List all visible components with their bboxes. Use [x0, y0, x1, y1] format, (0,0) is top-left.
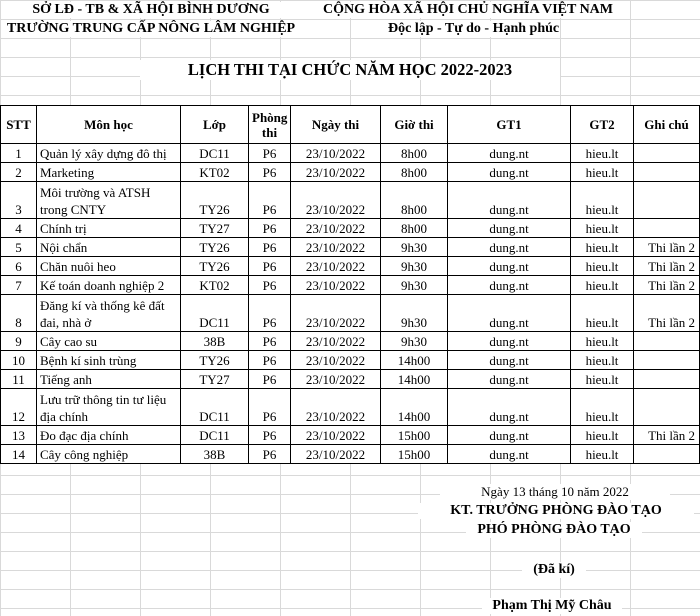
cell-room: P6	[249, 426, 291, 445]
cell-room: P6	[249, 219, 291, 238]
cell-note	[634, 332, 700, 351]
cell-room: P6	[249, 370, 291, 389]
cell-gt1: dung.nt	[448, 219, 571, 238]
table-row	[1, 257, 700, 276]
cell-class: KT02	[181, 163, 249, 182]
cell-stt: 9	[1, 332, 37, 351]
cell-note: Thi lần 2	[634, 295, 700, 332]
cell-time: 8h00	[381, 219, 448, 238]
cell-date: 23/10/2022	[291, 370, 381, 389]
cell-note	[634, 370, 700, 389]
cell-date: 23/10/2022	[291, 219, 381, 238]
cell-gt1: dung.nt	[448, 257, 571, 276]
column-header-time: Giờ thi	[381, 106, 448, 144]
cell-class: DC11	[181, 426, 249, 445]
cell-time: 9h30	[381, 332, 448, 351]
cell-time: 9h30	[381, 276, 448, 295]
cell-time: 14h00	[381, 370, 448, 389]
cell-stt: 4	[1, 219, 37, 238]
column-header-subject: Môn học	[37, 106, 181, 144]
cell-note	[634, 163, 700, 182]
cell-class: DC11	[181, 295, 249, 332]
column-header-class: Lớp	[181, 106, 249, 144]
cell-class: 38B	[181, 445, 249, 464]
cell-class: DC11	[181, 389, 249, 426]
cell-room: P6	[249, 238, 291, 257]
cell-time: 9h30	[381, 295, 448, 332]
cell-date: 23/10/2022	[291, 257, 381, 276]
table-row	[1, 238, 700, 257]
cell-stt: 6	[1, 257, 37, 276]
cell-date: 23/10/2022	[291, 276, 381, 295]
cell-stt: 7	[1, 276, 37, 295]
cell-class: 38B	[181, 332, 249, 351]
cell-stt: 13	[1, 426, 37, 445]
table-row	[1, 426, 700, 445]
cell-date: 23/10/2022	[291, 426, 381, 445]
cell-note	[634, 182, 700, 219]
exam-schedule-table	[0, 105, 700, 464]
cell-date: 23/10/2022	[291, 163, 381, 182]
cell-gt2: hieu.lt	[571, 389, 634, 426]
column-header-gt1: GT1	[448, 106, 571, 144]
cell-note: Thi lần 2	[634, 426, 700, 445]
table-row	[1, 351, 700, 370]
cell-note	[634, 144, 700, 163]
cell-gt1: dung.nt	[448, 144, 571, 163]
cell-class: TY27	[181, 370, 249, 389]
cell-time: 14h00	[381, 389, 448, 426]
cell-subject: Bệnh kí sinh trùng	[37, 351, 181, 370]
page-title: LỊCH THI TẠI CHỨC NĂM HỌC 2022-2023	[140, 60, 560, 80]
cell-note	[634, 351, 700, 370]
cell-gt2: hieu.lt	[571, 276, 634, 295]
cell-time: 8h00	[381, 182, 448, 219]
cell-subject: Chính trị	[37, 219, 181, 238]
cell-class: TY27	[181, 219, 249, 238]
cell-room: P6	[249, 182, 291, 219]
cell-stt: 14	[1, 445, 37, 464]
cell-class: TY26	[181, 182, 249, 219]
cell-subject: Kế toán doanh nghiệp 2	[37, 276, 181, 295]
cell-room: P6	[249, 445, 291, 464]
cell-time: 15h00	[381, 426, 448, 445]
cell-note: Thi lần 2	[634, 276, 700, 295]
signer-position-2: PHÓ PHÒNG ĐÀO TẠO	[466, 522, 642, 538]
cell-room: P6	[249, 276, 291, 295]
cell-subject: Lưu trữ thông tin tư liệu địa chính	[37, 389, 181, 426]
signing-date: Ngày 13 tháng 10 năm 2022	[440, 484, 670, 500]
column-header-stt: STT	[1, 106, 37, 144]
column-header-note: Ghi chú	[634, 106, 700, 144]
cell-date: 23/10/2022	[291, 182, 381, 219]
cell-subject: Môi trường và ATSH trong CNTY	[37, 182, 181, 219]
cell-gt1: dung.nt	[448, 276, 571, 295]
cell-class: TY26	[181, 257, 249, 276]
school-name: TRƯỜNG TRUNG CẤP NÔNG LÂM NGHIỆP	[6, 21, 296, 36]
cell-time: 14h00	[381, 351, 448, 370]
national-motto-title: CỘNG HÒA XÃ HỘI CHỦ NGHĨA VIỆT NAM	[318, 2, 618, 18]
cell-subject: Marketing	[37, 163, 181, 182]
cell-class: TY26	[181, 351, 249, 370]
cell-gt2: hieu.lt	[571, 219, 634, 238]
cell-gt2: hieu.lt	[571, 370, 634, 389]
table-body	[1, 144, 700, 464]
cell-time: 8h00	[381, 163, 448, 182]
cell-note	[634, 445, 700, 464]
cell-subject: Quản lý xây dựng đô thị	[37, 144, 181, 163]
cell-note: Thi lần 2	[634, 257, 700, 276]
cell-date: 23/10/2022	[291, 445, 381, 464]
cell-gt1: dung.nt	[448, 332, 571, 351]
cell-stt: 5	[1, 238, 37, 257]
cell-gt2: hieu.lt	[571, 182, 634, 219]
cell-gt1: dung.nt	[448, 370, 571, 389]
cell-gt1: dung.nt	[448, 426, 571, 445]
cell-subject: Nội chẩn	[37, 238, 181, 257]
cell-room: P6	[249, 163, 291, 182]
cell-stt: 1	[1, 144, 37, 163]
cell-note	[634, 219, 700, 238]
cell-subject: Chăn nuôi heo	[37, 257, 181, 276]
table-row	[1, 445, 700, 464]
cell-gt1: dung.nt	[448, 182, 571, 219]
cell-stt: 3	[1, 182, 37, 219]
cell-class: TY26	[181, 238, 249, 257]
cell-gt1: dung.nt	[448, 163, 571, 182]
cell-time: 8h00	[381, 144, 448, 163]
cell-subject: Tiếng anh	[37, 370, 181, 389]
cell-note	[634, 389, 700, 426]
table-row	[1, 144, 700, 163]
table-row	[1, 370, 700, 389]
cell-class: DC11	[181, 144, 249, 163]
column-header-date: Ngày thi	[291, 106, 381, 144]
cell-gt2: hieu.lt	[571, 238, 634, 257]
table-header-row	[1, 106, 700, 144]
table-row	[1, 163, 700, 182]
table-row	[1, 295, 700, 332]
table-row	[1, 276, 700, 295]
cell-date: 23/10/2022	[291, 144, 381, 163]
cell-gt2: hieu.lt	[571, 144, 634, 163]
column-header-room: Phòng thi	[249, 106, 291, 144]
table-row	[1, 332, 700, 351]
cell-room: P6	[249, 295, 291, 332]
cell-date: 23/10/2022	[291, 295, 381, 332]
cell-stt: 2	[1, 163, 37, 182]
cell-date: 23/10/2022	[291, 351, 381, 370]
cell-room: P6	[249, 332, 291, 351]
cell-time: 9h30	[381, 257, 448, 276]
cell-time: 15h00	[381, 445, 448, 464]
cell-date: 23/10/2022	[291, 389, 381, 426]
cell-gt2: hieu.lt	[571, 351, 634, 370]
cell-gt2: hieu.lt	[571, 257, 634, 276]
cell-subject: Cây công nghiệp	[37, 445, 181, 464]
cell-gt1: dung.nt	[448, 295, 571, 332]
cell-gt1: dung.nt	[448, 445, 571, 464]
national-motto-subtitle: Độc lập - Tự do - Hạnh phúc	[388, 21, 560, 36]
cell-date: 23/10/2022	[291, 238, 381, 257]
cell-note: Thi lần 2	[634, 238, 700, 257]
cell-room: P6	[249, 144, 291, 163]
cell-subject: Đo đạc địa chính	[37, 426, 181, 445]
table-row	[1, 219, 700, 238]
cell-gt2: hieu.lt	[571, 426, 634, 445]
cell-gt2: hieu.lt	[571, 445, 634, 464]
agency-name: SỞ LĐ - TB & XÃ HỘI BÌNH DƯƠNG	[20, 2, 282, 18]
signer-position-1: KT. TRƯỞNG PHÒNG ĐÀO TẠO	[418, 503, 694, 519]
cell-stt: 10	[1, 351, 37, 370]
cell-gt2: hieu.lt	[571, 163, 634, 182]
cell-gt1: dung.nt	[448, 389, 571, 426]
cell-subject: Đăng kí và thống kê đất đai, nhà ở	[37, 295, 181, 332]
cell-subject: Cây cao su	[37, 332, 181, 351]
cell-gt2: hieu.lt	[571, 332, 634, 351]
cell-room: P6	[249, 257, 291, 276]
cell-date: 23/10/2022	[291, 332, 381, 351]
cell-stt: 11	[1, 370, 37, 389]
cell-gt1: dung.nt	[448, 351, 571, 370]
cell-room: P6	[249, 389, 291, 426]
signer-name: Phạm Thị Mỹ Châu	[482, 598, 622, 614]
column-header-gt2: GT2	[571, 106, 634, 144]
cell-stt: 12	[1, 389, 37, 426]
cell-room: P6	[249, 351, 291, 370]
cell-class: KT02	[181, 276, 249, 295]
signed-mark: (Đã kí)	[522, 562, 586, 578]
cell-stt: 8	[1, 295, 37, 332]
table-row	[1, 182, 700, 219]
cell-gt2: hieu.lt	[571, 295, 634, 332]
table-row	[1, 389, 700, 426]
cell-gt1: dung.nt	[448, 238, 571, 257]
cell-time: 9h30	[381, 238, 448, 257]
